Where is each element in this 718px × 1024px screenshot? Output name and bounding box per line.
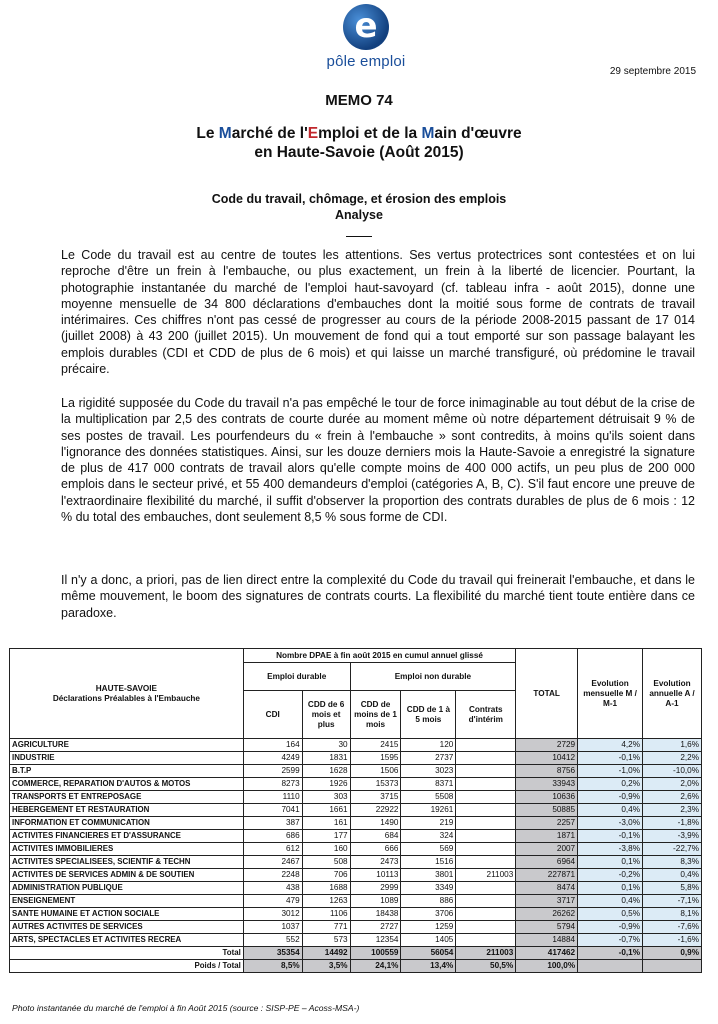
value-cell [456, 908, 516, 921]
title-segment: arché de l' [231, 125, 308, 142]
value-cell: 2737 [401, 752, 456, 765]
table-row [10, 778, 702, 791]
value-cell: 56054 [401, 947, 456, 960]
value-cell: 1110 [243, 791, 302, 804]
dpae-table [9, 648, 702, 973]
value-cell: 3012 [243, 908, 302, 921]
value-cell: 35354 [243, 947, 302, 960]
table-row [10, 765, 702, 778]
value-cell: 1871 [516, 830, 578, 843]
value-cell: 4249 [243, 752, 302, 765]
value-cell: 886 [401, 895, 456, 908]
value-cell: 3349 [401, 882, 456, 895]
value-cell: 1516 [401, 856, 456, 869]
logo-emblem [343, 4, 389, 50]
col-yoy-header: Evolution annuelle A / A-1 [643, 649, 702, 739]
value-cell: 417462 [516, 947, 578, 960]
subtitle-line-2: Analyse [335, 208, 383, 222]
value-cell: 100,0% [516, 960, 578, 973]
value-cell: -0,1% [578, 830, 643, 843]
value-cell: 706 [302, 869, 350, 882]
value-cell: 3706 [401, 908, 456, 921]
value-cell: 2,3% [643, 804, 702, 817]
value-cell: 33943 [516, 778, 578, 791]
value-cell: 1089 [350, 895, 401, 908]
value-cell: 177 [302, 830, 350, 843]
value-cell [456, 739, 516, 752]
value-cell: 24,1% [350, 960, 401, 973]
value-cell: 1506 [350, 765, 401, 778]
value-cell: 0,2% [578, 778, 643, 791]
value-cell: 50885 [516, 804, 578, 817]
sector-cell: INDUSTRIE [10, 752, 244, 765]
value-cell: 4,2% [578, 739, 643, 752]
value-cell: -1,0% [578, 765, 643, 778]
title-segment: E [307, 125, 319, 142]
value-cell: 2007 [516, 843, 578, 856]
value-cell: -1,6% [643, 934, 702, 947]
table-row [10, 752, 702, 765]
value-cell: 1106 [302, 908, 350, 921]
table-row [10, 869, 702, 882]
group-header: Nombre DPAE à fin août 2015 en cumul annuel glissé [243, 649, 515, 663]
sector-cell: AGRICULTURE [10, 739, 244, 752]
value-cell: 5,8% [643, 882, 702, 895]
title-segment: ain d'œuvre [434, 125, 522, 142]
value-cell [456, 817, 516, 830]
value-cell: 1661 [302, 804, 350, 817]
table-row [10, 934, 702, 947]
value-cell: 1263 [302, 895, 350, 908]
value-cell: -0,9% [578, 921, 643, 934]
value-cell: 1037 [243, 921, 302, 934]
sector-cell: AUTRES ACTIVITES DE SERVICES [10, 921, 244, 934]
sector-cell: ACTIVITES IMMOBILIERES [10, 843, 244, 856]
value-cell: 14884 [516, 934, 578, 947]
document-date: 29 septembre 2015 [609, 66, 696, 77]
durable-header: Emploi durable [243, 663, 350, 691]
paragraph-3: Il n'y a donc, a priori, pas de lien direct entre la complexité du Code du travail qui freinerait l'embauche, et dans le même mouvement, le boom des signatures de contrats courts. La flexibilité du marché tient toute entière dans ce paradoxe. [61, 573, 695, 620]
table-row [10, 882, 702, 895]
value-cell: -10,0% [643, 765, 702, 778]
value-cell: 1831 [302, 752, 350, 765]
pole-emploi-logo [318, 4, 414, 76]
memo-number: MEMO 74 [325, 92, 393, 109]
sector-cell: ADMINISTRATION PUBLIQUE [10, 882, 244, 895]
value-cell: 303 [302, 791, 350, 804]
sector-cell: B.T.P [10, 765, 244, 778]
value-cell: 666 [350, 843, 401, 856]
value-cell: 569 [401, 843, 456, 856]
table-row [10, 908, 702, 921]
value-cell: -3,9% [643, 830, 702, 843]
title-segment: Le [196, 125, 219, 142]
value-cell: 3801 [401, 869, 456, 882]
value-cell: 12354 [350, 934, 401, 947]
sector-cell: Total [10, 947, 244, 960]
title-segment: M [218, 125, 232, 142]
value-cell: -0,1% [578, 947, 643, 960]
value-cell: 1259 [401, 921, 456, 934]
value-cell: 438 [243, 882, 302, 895]
value-cell: 8273 [243, 778, 302, 791]
sector-cell: ACTIVITES FINANCIERES ET D'ASSURANCE [10, 830, 244, 843]
value-cell: 100559 [350, 947, 401, 960]
value-cell [456, 791, 516, 804]
value-cell [456, 921, 516, 934]
sector-cell: Poids / Total [10, 960, 244, 973]
value-cell: 2729 [516, 739, 578, 752]
value-cell [578, 960, 643, 973]
value-cell: 2599 [243, 765, 302, 778]
value-cell: 3715 [350, 791, 401, 804]
table-row [10, 921, 702, 934]
section-divider [346, 236, 372, 237]
table-row [10, 856, 702, 869]
table-row [10, 739, 702, 752]
table-row [10, 791, 702, 804]
value-cell: 211003 [456, 947, 516, 960]
value-cell: 1490 [350, 817, 401, 830]
value-cell: -3,0% [578, 817, 643, 830]
sector-cell: HEBERGEMENT ET RESTAURATION [10, 804, 244, 817]
value-cell: 5794 [516, 921, 578, 934]
value-cell: 161 [302, 817, 350, 830]
value-cell [456, 934, 516, 947]
value-cell: 18438 [350, 908, 401, 921]
col-mom-header: Evolution mensuelle M / M-1 [578, 649, 643, 739]
value-cell: 8,5% [243, 960, 302, 973]
value-cell [456, 765, 516, 778]
value-cell: 508 [302, 856, 350, 869]
title-segment: mploi et de la [318, 125, 422, 142]
value-cell: 684 [350, 830, 401, 843]
document-title [0, 124, 718, 162]
value-cell: 14492 [302, 947, 350, 960]
value-cell [456, 830, 516, 843]
document-subtitle [0, 191, 718, 223]
sector-cell: ENSEIGNEMENT [10, 895, 244, 908]
value-cell: 0,9% [643, 947, 702, 960]
value-cell: -7,6% [643, 921, 702, 934]
value-cell: 164 [243, 739, 302, 752]
value-cell: -0,1% [578, 752, 643, 765]
subtitle-line-1: Code du travail, chômage, et érosion des emplois [211, 192, 507, 206]
sector-cell: COMMERCE, REPARATION D'AUTOS & MOTOS [10, 778, 244, 791]
value-cell: 552 [243, 934, 302, 947]
value-cell: 3717 [516, 895, 578, 908]
value-cell: 120 [401, 739, 456, 752]
value-cell: 19261 [401, 804, 456, 817]
paragraph-1: Le Code du travail est au centre de toutes les attentions. Ses vertus protectrices sont contestées et on lui reproche d'être un frein à l'embauche, ou plus exactement, un frein à la liberté de licencier. Pourtant, la photographie instantanée du marché de l'emploi haut-savoyard (cf. tableau infra - août 2015), donne une moyenne mensuelle de 34 800 déclarations d'embauches dont la moitié sous forme de contrats de travail intérimaires. Ces chiffres n'ont pas cessé de progresser au cours de la période 2008-2015 passant de 17 014 (juillet 2008) à 43 200 (juillet 2015). Un mouvement de fond qui a tout emporté sur son passage balayant les emplois durables (CDI et CDD de plus de 6 mois) et qui laisse un marché transfiguré, où prédomine le travail précaire. [61, 248, 695, 377]
value-cell: 10113 [350, 869, 401, 882]
logo-glyph: e [354, 6, 378, 46]
value-cell: 686 [243, 830, 302, 843]
value-cell: 1926 [302, 778, 350, 791]
logo-text: pôle emploi [326, 53, 406, 70]
value-cell: 8,3% [643, 856, 702, 869]
value-cell: 26262 [516, 908, 578, 921]
value-cell [456, 778, 516, 791]
value-cell: 8,1% [643, 908, 702, 921]
title-line-1 [0, 124, 718, 143]
sector-cell: INFORMATION ET COMMUNICATION [10, 817, 244, 830]
table-row [10, 817, 702, 830]
paragraph-2: La rigidité supposée du Code du travail n'a pas empêché le tour de force inimaginable au tout début de la crise de la multiplication par 2,5 des contrats de courte durée au moment même où notre département détruisait 9 % de ses postes de travail. Les pourfendeurs du « frein à l'embauche » sont contredits, à moins qu'ils soient dans l'ignorance des données statistiques. Ainsi, sur les douze derniers mois la Haute-Savoie a enregistré la signature de plus de 417 000 contrats de travail alors qu'elle compte moins de 400 000 actifs, un peu plus de 200 000 emplois dans le secteur privé, et 55 400 demandeurs d'emploi (catégories A, B, C). S'il faut encore une preuve de l'extraordinaire flexibilité du marché, il suffit d'observer la proportion des contrats durables de plus de 6 mois : 12 % du total des embauches, dont seulement 8,5 % sous forme de CDI. [61, 396, 695, 525]
value-cell: -22,7% [643, 843, 702, 856]
value-cell: 2,2% [643, 752, 702, 765]
value-cell: 7041 [243, 804, 302, 817]
row-header-subtitle: Déclarations Préalables à l'Embauche [52, 693, 200, 703]
value-cell: 5508 [401, 791, 456, 804]
value-cell: 50,5% [456, 960, 516, 973]
value-cell [643, 960, 702, 973]
value-cell: 30 [302, 739, 350, 752]
col-interim-header: Contrats d'intérim [456, 691, 516, 739]
value-cell: 1595 [350, 752, 401, 765]
value-cell: 160 [302, 843, 350, 856]
value-cell: 15373 [350, 778, 401, 791]
value-cell: 771 [302, 921, 350, 934]
value-cell: 612 [243, 843, 302, 856]
value-cell: -0,7% [578, 934, 643, 947]
sector-cell: ARTS, SPECTACLES ET ACTIVITES RECREA [10, 934, 244, 947]
title-segment: M [421, 125, 435, 142]
value-cell [456, 843, 516, 856]
value-cell: 2,6% [643, 791, 702, 804]
value-cell: -0,9% [578, 791, 643, 804]
value-cell: 2727 [350, 921, 401, 934]
value-cell: 0,1% [578, 856, 643, 869]
value-cell: 3023 [401, 765, 456, 778]
value-cell: -7,1% [643, 895, 702, 908]
sector-cell: TRANSPORTS ET ENTREPOSAGE [10, 791, 244, 804]
value-cell: 13,4% [401, 960, 456, 973]
value-cell: 479 [243, 895, 302, 908]
value-cell: 0,4% [578, 895, 643, 908]
value-cell: 10412 [516, 752, 578, 765]
table-row [10, 804, 702, 817]
table-row [10, 843, 702, 856]
col-cdi-header: CDI [243, 691, 302, 739]
value-cell: 1688 [302, 882, 350, 895]
value-cell: 2257 [516, 817, 578, 830]
col-cdd1-header: CDD de moins de 1 mois [350, 691, 401, 739]
table-row [10, 830, 702, 843]
value-cell: 1628 [302, 765, 350, 778]
value-cell: 0,5% [578, 908, 643, 921]
weight-row [10, 960, 702, 973]
sector-cell: SANTE HUMAINE ET ACTION SOCIALE [10, 908, 244, 921]
value-cell: 8371 [401, 778, 456, 791]
value-cell: 2248 [243, 869, 302, 882]
col-cdd6-header: CDD de 6 mois et plus [302, 691, 350, 739]
value-cell: 2999 [350, 882, 401, 895]
value-cell: 1,6% [643, 739, 702, 752]
row-header-cell [10, 649, 244, 739]
value-cell [456, 856, 516, 869]
table-row [10, 895, 702, 908]
col-cdd15-header: CDD de 1 à 5 mois [401, 691, 456, 739]
value-cell: 8756 [516, 765, 578, 778]
value-cell: 573 [302, 934, 350, 947]
value-cell [456, 804, 516, 817]
value-cell: 2473 [350, 856, 401, 869]
value-cell: 1405 [401, 934, 456, 947]
value-cell: 211003 [456, 869, 516, 882]
total-row [10, 947, 702, 960]
value-cell: 3,5% [302, 960, 350, 973]
value-cell: 2,0% [643, 778, 702, 791]
value-cell: -3,8% [578, 843, 643, 856]
table-caption: Photo instantanée du marché de l'emploi à fin Août 2015 (source : SISP-PE – Acoss-MSA-) [12, 1003, 360, 1013]
col-total-header: TOTAL [516, 649, 578, 739]
value-cell [456, 752, 516, 765]
value-cell: 324 [401, 830, 456, 843]
value-cell: 0,4% [643, 869, 702, 882]
row-header-title: HAUTE-SAVOIE [95, 683, 158, 693]
value-cell: 6964 [516, 856, 578, 869]
value-cell: 0,4% [578, 804, 643, 817]
non-durable-header: Emploi non durable [350, 663, 516, 691]
value-cell: 8474 [516, 882, 578, 895]
value-cell: -0,2% [578, 869, 643, 882]
value-cell: 227871 [516, 869, 578, 882]
value-cell [456, 895, 516, 908]
title-line-2: en Haute-Savoie (Août 2015) [254, 144, 464, 161]
value-cell: 10636 [516, 791, 578, 804]
value-cell: -1,8% [643, 817, 702, 830]
value-cell: 2415 [350, 739, 401, 752]
value-cell: 387 [243, 817, 302, 830]
sector-cell: ACTIVITES DE SERVICES ADMIN & DE SOUTIEN [10, 869, 244, 882]
value-cell: 219 [401, 817, 456, 830]
value-cell: 22922 [350, 804, 401, 817]
value-cell: 2467 [243, 856, 302, 869]
value-cell: 0,1% [578, 882, 643, 895]
sector-cell: ACTIVITES SPECIALISEES, SCIENTIF & TECHN [10, 856, 244, 869]
value-cell [456, 882, 516, 895]
